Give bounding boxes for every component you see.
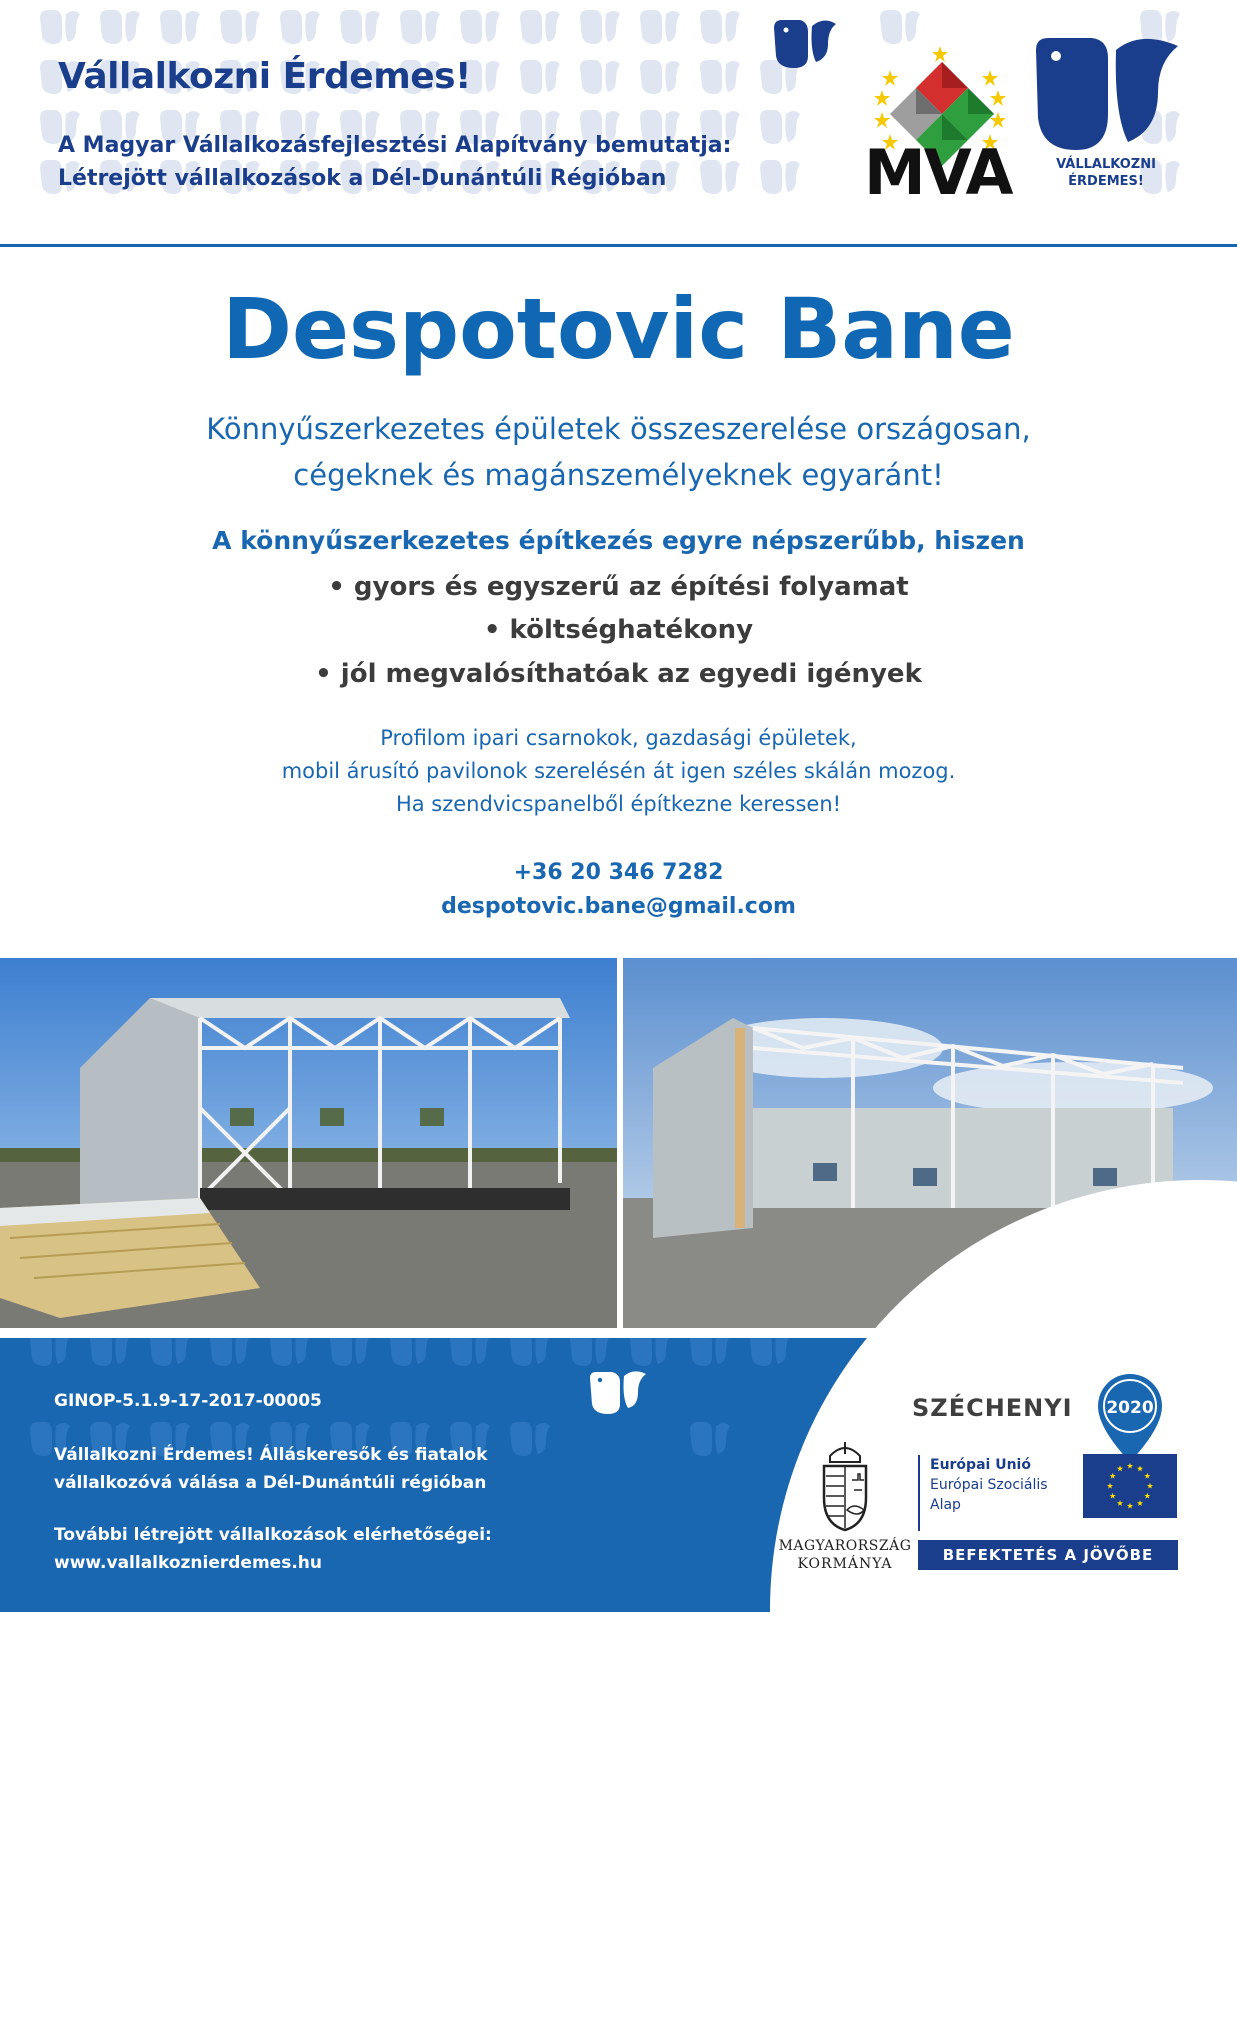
lead-text: A könnyűszerkezetes építkezés egyre népszerűbb, hiszen	[212, 526, 1025, 555]
eu-fund-name: Európai Szociális	[930, 1477, 1048, 1493]
bullet-item: • jól megvalósíthatóak az egyedi igények	[315, 659, 922, 689]
photo-building-left	[0, 958, 617, 1328]
phone-number: +36 20 346 7282	[513, 860, 724, 885]
bullet-item: • gyors és egyszerű az építési folyamat	[328, 572, 909, 602]
footer-more-info: További létrejött vállalkozások elérhetőségei:	[54, 1525, 492, 1545]
business-name: Despotovic Bane	[222, 280, 1015, 378]
header-title: Vállalkozni Érdemes!	[58, 56, 471, 97]
bird-icon	[588, 1370, 648, 1416]
bullet-item: • költséghatékony	[483, 615, 754, 645]
footer-website-link[interactable]: www.vallalkoznierdemes.hu	[54, 1553, 322, 1573]
header-divider	[0, 244, 1237, 247]
project-code: GINOP-5.1.9-17-2017-00005	[54, 1391, 322, 1411]
description-line: Profilom ipari csarnokok, gazdasági épületek,	[380, 726, 857, 750]
footer-description-continued: vállalkozóvá válása a Dél-Dunántúli régióban	[54, 1473, 487, 1493]
eu-flag-icon	[1083, 1454, 1177, 1518]
footer-description: Vállalkozni Érdemes! Álláskeresők és fiatalok	[54, 1445, 488, 1465]
location-pin-icon	[1094, 1370, 1166, 1466]
mva-logo-text: MVA	[864, 136, 1012, 209]
description-line: Ha szendvicspanelből építkezne keressen!	[395, 792, 842, 816]
description-line: mobil árusító pavilonok szerelésén át igen széles skálán mozog.	[281, 759, 956, 783]
government-name-continued: KORMÁNYA	[797, 1556, 893, 1572]
logo-text-line2: ÉRDEMES!	[1068, 174, 1144, 189]
hungarian-coat-of-arms-icon	[814, 1440, 876, 1532]
eu-title: Európai Unió	[930, 1457, 1031, 1473]
header-subtitle-region: Létrejött vállalkozások a Dél-Dunántúli Régióban	[58, 166, 667, 191]
header	[0, 0, 1237, 238]
vallalkozni-erdemes-logo-text	[1036, 156, 1176, 190]
bird-icon	[772, 18, 838, 70]
invest-in-future-banner: BEFEKTETÉS A JÖVŐBE	[918, 1540, 1178, 1570]
eu-fund-info	[918, 1455, 1056, 1531]
tagline: Könnyűszerkezetes épületek összeszerelése országosan,	[206, 412, 1031, 446]
email-address: despotovic.bane@gmail.com	[441, 894, 796, 919]
tagline-continued: cégeknek és magánszemélyeknek egyaránt!	[293, 458, 944, 492]
vallalkozni-erdemes-logo	[1032, 34, 1182, 174]
header-subtitle: A Magyar Vállalkozásfejlesztési Alapítvány bemutatja:	[58, 133, 732, 158]
logo-text-line1: VÁLLALKOZNI	[1056, 157, 1156, 172]
szechenyi-year: 2020	[1106, 1398, 1154, 1418]
szechenyi-logo-text: SZÉCHENYI	[912, 1394, 1073, 1422]
eu-fund-name-continued: Alap	[930, 1497, 961, 1513]
government-name: MAGYARORSZÁG	[778, 1538, 912, 1554]
